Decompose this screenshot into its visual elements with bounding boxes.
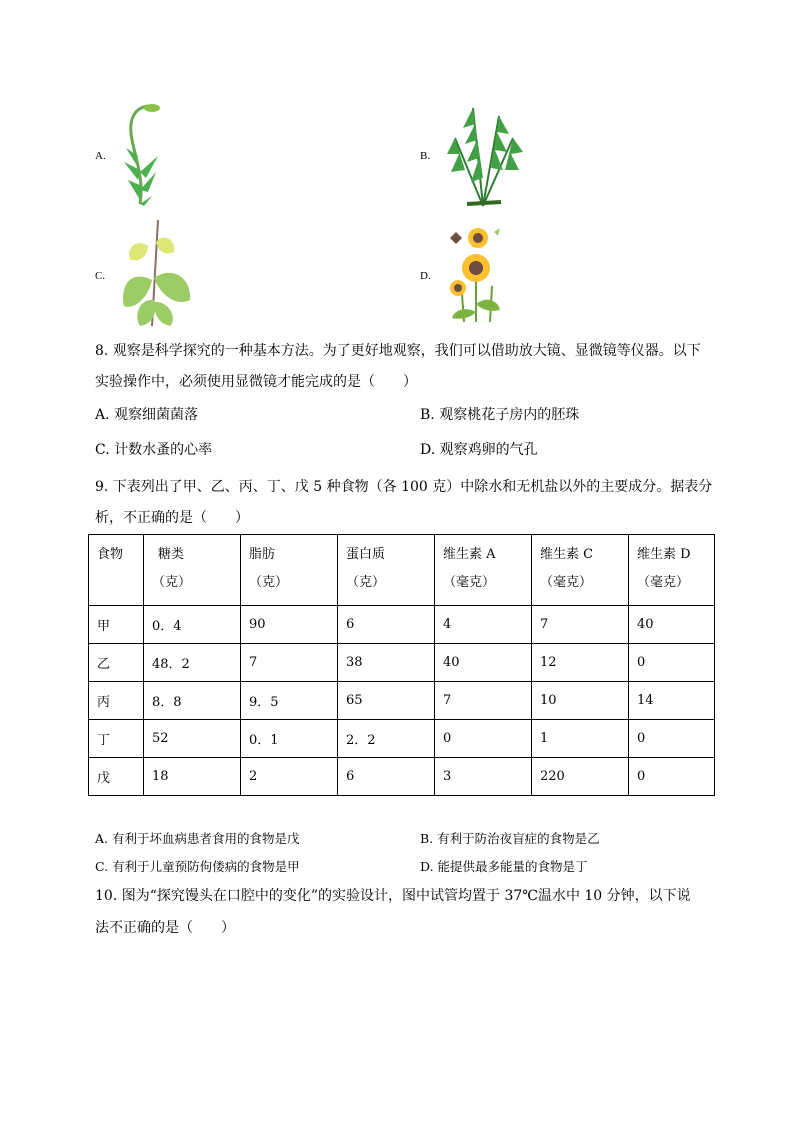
header-sugar: 糖类 （克） [144,535,241,606]
table-cell: 0．1 [241,720,338,758]
option-d-label: D. [420,270,431,282]
table-cell: 12 [532,644,629,682]
table-cell: 40 [629,606,715,644]
header-vitamin-a: 维生素 A （毫克） [435,535,532,606]
option-c-label: C. [95,270,106,282]
table-cell: 38 [338,644,435,682]
table-cell: 丙 [89,682,144,720]
table-row [89,720,715,758]
table-cell: 9．5 [241,682,338,720]
table-cell: 90 [241,606,338,644]
table-cell: 6 [338,606,435,644]
table-cell: 14 [629,682,715,720]
table-cell: 0 [629,758,715,796]
table-row [89,644,715,682]
table-cell: 10 [532,682,629,720]
header-food: 食物 [89,535,144,606]
q8-option-a: A. 观察细菌菌落 [95,407,199,423]
q8-stem-line2: 实验操作中，必须使用显微镜才能完成的是（ ） [95,374,417,390]
table-cell: 7 [532,606,629,644]
table-cell: 2 [241,758,338,796]
table-cell: 8．8 [144,682,241,720]
q9-stem-line2: 析，不正确的是（ ） [95,510,249,526]
table-cell: 7 [435,682,532,720]
table-cell: 3 [435,758,532,796]
table-cell: 1 [532,720,629,758]
table-cell: 6 [338,758,435,796]
table-cell: 40 [435,644,532,682]
table-row [89,606,715,644]
table-cell: 65 [338,682,435,720]
header-protein: 蛋白质 （克） [338,535,435,606]
table-cell: 0 [629,644,715,682]
q9-stem-line1: 9. 下表列出了甲、乙、丙、丁、戊 5 种食物（各 100 克）中除水和无机盐以外的主要成分。据表分 [95,479,713,495]
table-cell: 戊 [89,758,144,796]
header-fat: 脂肪 （克） [241,535,338,606]
option-a-label: A. [95,150,106,162]
q8-stem-line1: 8. 观察是科学探究的一种基本方法。为了更好地观察，我们可以借助放大镜、显微镜等仪器。以下 [95,343,701,359]
q10-stem-line1: 10. 图为“探究馒头在口腔中的变化”的实验设计，图中试管均置于 37℃温水中 10 分钟，以下说 [95,888,691,904]
header-vitamin-c: 维生素 C （毫克） [532,535,629,606]
table-header-row [89,535,715,606]
table-cell: 0．4 [144,606,241,644]
fern-plant-image [443,98,527,210]
moss-plant-image [118,100,168,208]
table-cell: 4 [435,606,532,644]
option-b-label: B. [420,150,431,162]
table-row [89,682,715,720]
table-cell: 18 [144,758,241,796]
q9-option-a: A. 有利于坏血病患者食用的食物是戊 [95,831,300,846]
nutrition-table [88,534,715,796]
header-vitamin-d: 维生素 D （毫克） [629,535,715,606]
table-cell: 甲 [89,606,144,644]
q9-option-c: C. 有利于儿童预防佝偻病的食物是甲 [95,859,300,874]
table-cell: 乙 [89,644,144,682]
table-cell: 48．2 [144,644,241,682]
q8-option-d: D. 观察鸡卵的气孔 [420,442,538,458]
q9-option-d: D. 能提供最多能量的食物是丁 [420,859,588,874]
sunflower-plant-image [446,224,506,324]
table-cell: 220 [532,758,629,796]
table-cell: 52 [144,720,241,758]
ginkgo-plant-image [118,220,194,328]
q8-option-b: B. 观察桃花子房内的胚珠 [420,407,580,423]
table-row [89,758,715,796]
table-cell: 0 [629,720,715,758]
table-cell: 2．2 [338,720,435,758]
q8-option-c: C. 计数水蚤的心率 [95,442,213,458]
table-cell: 丁 [89,720,144,758]
table-cell: 0 [435,720,532,758]
table-cell: 7 [241,644,338,682]
q9-option-b: B. 有利于防治夜盲症的食物是乙 [420,831,600,846]
q10-stem-line2: 法不正确的是（ ） [95,920,235,936]
